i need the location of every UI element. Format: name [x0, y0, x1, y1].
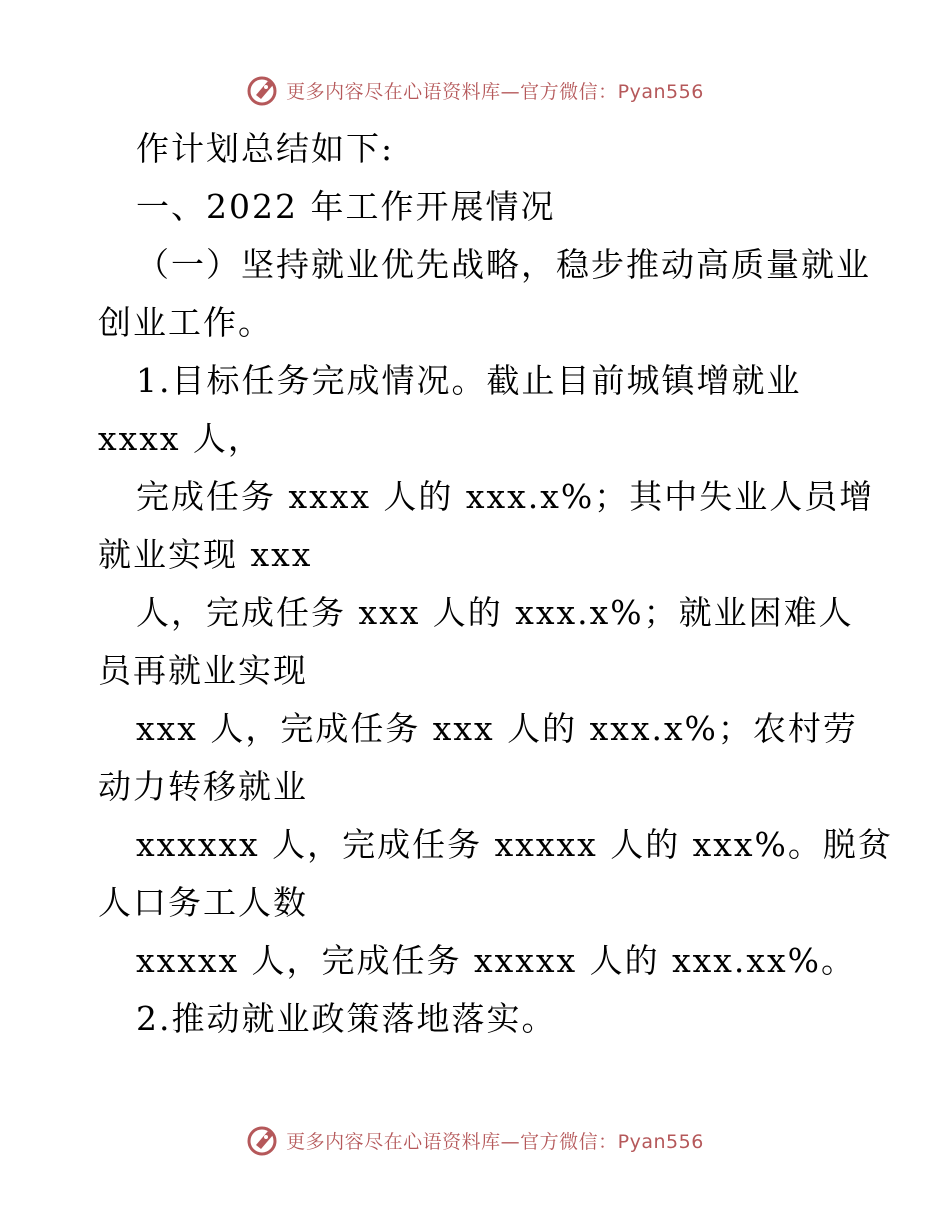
subsection-heading-cont: 创业工作。 — [98, 303, 273, 342]
text-line: 员再就业实现 — [98, 651, 308, 690]
watermark-text: 更多内容尽在心语资料库—官方微信：Pyan556 — [286, 1130, 704, 1153]
document-body — [98, 120, 893, 1048]
text-line: xxx 人，完成任务 xxx 人的 xxx.x%；农村劳 — [136, 709, 858, 748]
text-line: 人口务工人数 — [98, 883, 308, 922]
watermark-text: 更多内容尽在心语资料库—官方微信：Pyan556 — [286, 80, 704, 103]
pen-nib-seal-icon — [246, 73, 280, 107]
text-line: xxxxx 人，完成任务 xxxxx 人的 xxx.xx%。 — [136, 941, 856, 980]
text-line: 完成任务 xxxx 人的 xxx.x%；其中失业人员增 — [136, 477, 875, 516]
text-line: 人，完成任务 xxx 人的 xxx.x%；就业困难人 — [136, 593, 854, 632]
footer-watermark-banner — [0, 1120, 950, 1160]
subsection-heading: （一）坚持就业优先战略，稳步推动高质量就业 — [136, 245, 871, 284]
header-watermark-banner — [0, 70, 950, 110]
text-line: xxxx 人， — [98, 419, 263, 458]
text-line: 1.目标任务完成情况。截止目前城镇增就业 — [136, 361, 802, 400]
text-line: xxxxxx 人，完成任务 xxxxx 人的 xxx%。脱贫 — [136, 825, 893, 864]
text-line: 动力转移就业 — [98, 767, 308, 806]
text-line: 2.推动就业政策落地落实。 — [136, 999, 557, 1038]
pen-nib-seal-icon — [246, 1123, 280, 1157]
text-line: 作计划总结如下: — [136, 129, 395, 168]
section-heading: 一、2022 年工作开展情况 — [136, 187, 556, 226]
text-line: 就业实现 xxx — [98, 535, 313, 574]
